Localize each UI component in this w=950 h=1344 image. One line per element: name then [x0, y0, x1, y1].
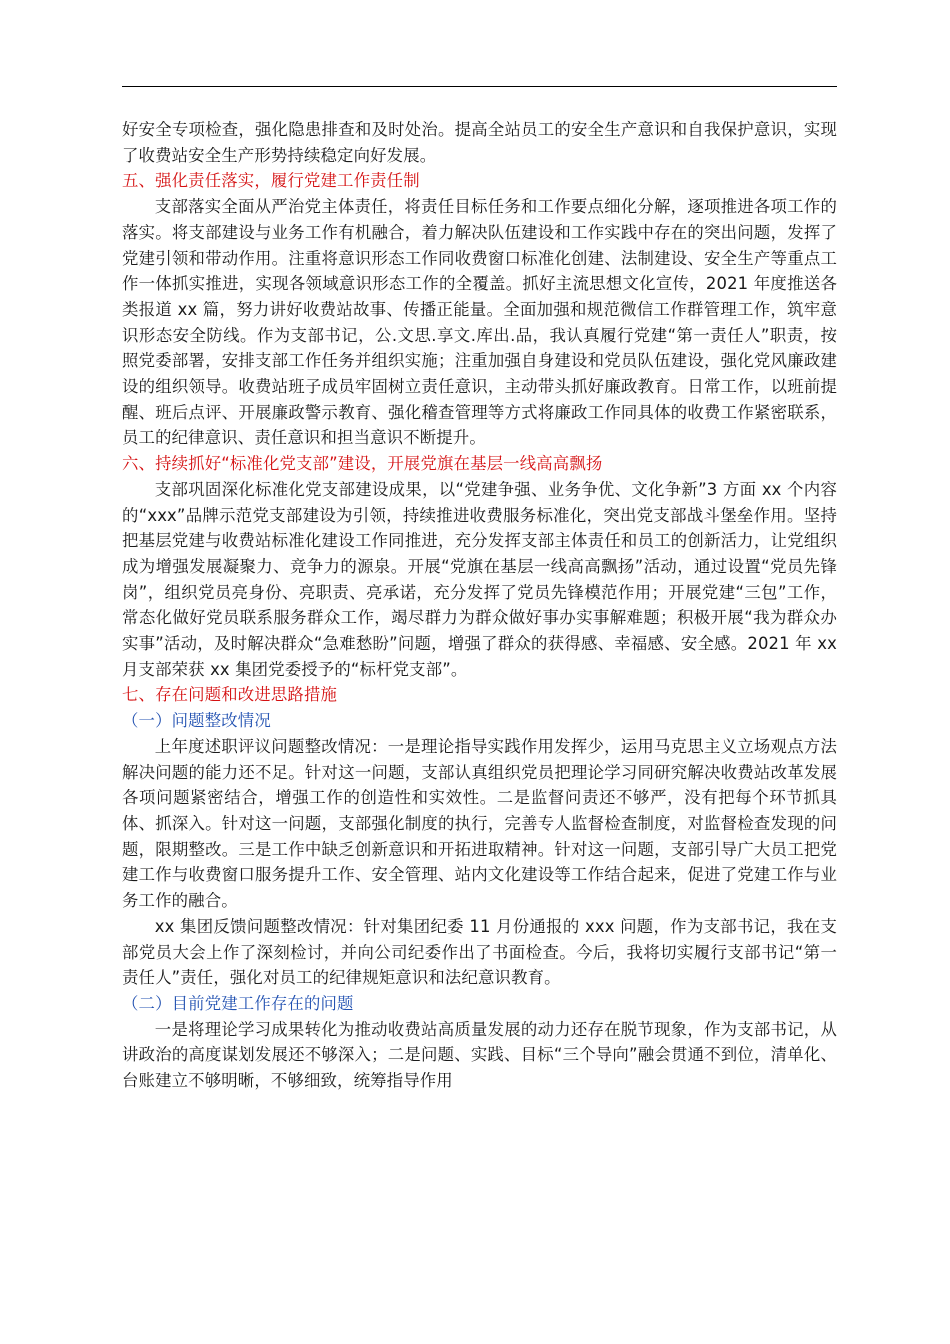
document-body [122, 117, 837, 1094]
section-6-heading: 六、持续抓好“标准化党支部”建设，开展党旗在基层一线高高飘扬 [122, 454, 603, 474]
header-rule [122, 86, 837, 87]
section-5-heading: 五、强化责任落实，履行党建工作责任制 [122, 171, 420, 191]
section-7-sub-1-paragraph-1: 上年度述职评议问题整改情况：一是理论指导实践作用发挥少，运用马克思主义立场观点方法解决问题的能力还不足。针对这一问题，支部认真组织党员把理论学习同研究解决收费站改革发展各项问题紧密结合，增强工作的创造性和实效性。二是监督问责还不够严，没有把每个环节抓具体、抓深入。针对这一问题，支部强化制度的执行，完善专人监督检查制度，对监督检查发现的问题，限期整改。三是工作中缺乏创新意识和开拓进取精神。针对这一问题，支部引导广大员工把党建工作与收费窗口服务提升工作、安全管理、站内文化建设等工作结合起来，促进了党建工作与业务工作的融合。 [122, 736, 837, 911]
section-6-paragraph: 支部巩固深化标准化党支部建设成果，以“党建争强、业务争优、文化争新”3 方面 xx 个内容的“xxx”品牌示范党支部建设为引领，持续推进收费服务标准化，突出党支部战斗堡垒作用。坚持把基层党建与收费站标准化建设工作同推进，充分发挥支部主体责任和员工的创新活力，让党组织成为增强发展凝聚力、竞争力的源泉。开展“党旗在基层一线高高飘扬”活动，通过设置“党员先锋岗”，组织党员亮身份、亮职责、亮承诺，充分发挥了党员先锋模范作用；开展党建“三包”工作，常态化做好党员联系服务群众工作，竭尽群力为群众做好事办实事解难题；积极开展“我为群众办实事”活动，及时解决群众“急难愁盼”问题，增强了群众的获得感、幸福感、安全感。2021 年 xx 月支部荣获 xx 集团党委授予的“标杆党支部”。 [122, 479, 837, 679]
section-7-sub-1-paragraph-2: xx 集团反馈问题整改情况：针对集团纪委 11 月份通报的 xxx 问题，作为支部书记，我在支部党员大会上作了深刻检讨，并向公司纪委作出了书面检查。今后，我将切实履行支部书记“第一责任人”责任，强化对员工的纪律规矩意识和法纪意识教育。 [122, 916, 837, 988]
lead-paragraph: 好安全专项检查，强化隐患排查和及时处治。提高全站员工的安全生产意识和自我保护意识，实现了收费站安全生产形势持续稳定向好发展。 [122, 120, 837, 165]
section-5-paragraph: 支部落实全面从严治党主体责任，将责任目标任务和工作要点细化分解，逐项推进各项工作的落实。将支部建设与业务工作有机融合，着力解决队伍建设和工作实践中存在的突出问题，发挥了党建引领和带动作用。注重将意识形态工作同收费窗口标准化创建、法制建设、安全生产等重点工作一体抓实推进，实现各领域意识形态工作的全覆盖。抓好主流思想文化宣传，2021 年度推送各类报道 xx 篇，努力讲好收费站故事、传播正能量。全面加强和规范微信工作群管理工作，筑牢意识形态安全防线。作为支部书记，公.文思.享文.库出.品，我认真履行党建“第一责任人”职责，按照党委部署，安排支部工作任务并组织实施；注重加强自身建设和党员队伍建设，强化党风廉政建设的组织领导。收费站班子成员牢固树立责任意识，主动带头抓好廉政教育。日常工作，以班前提醒、班后点评、开展廉政警示教育、强化稽查管理等方式将廉政工作同具体的收费工作紧密联系，员工的纪律意识、责任意识和担当意识不断提升。 [122, 197, 837, 448]
section-7-heading: 七、存在问题和改进思路措施 [122, 685, 338, 705]
section-7-sub-2-paragraph: 一是将理论学习成果转化为推动收费站高质量发展的动力还存在脱节现象，作为支部书记，从讲政治的高度谋划发展还不够深入；二是问题、实践、目标“三个导向”融会贯通不到位，清单化、台账建立不够明晰，不够细致，统筹指导作用 [122, 1019, 837, 1091]
section-7-sub-2-heading: （二）目前党建工作存在的问题 [122, 993, 354, 1013]
section-7-sub-1-heading: （一）问题整改情况 [122, 711, 271, 731]
